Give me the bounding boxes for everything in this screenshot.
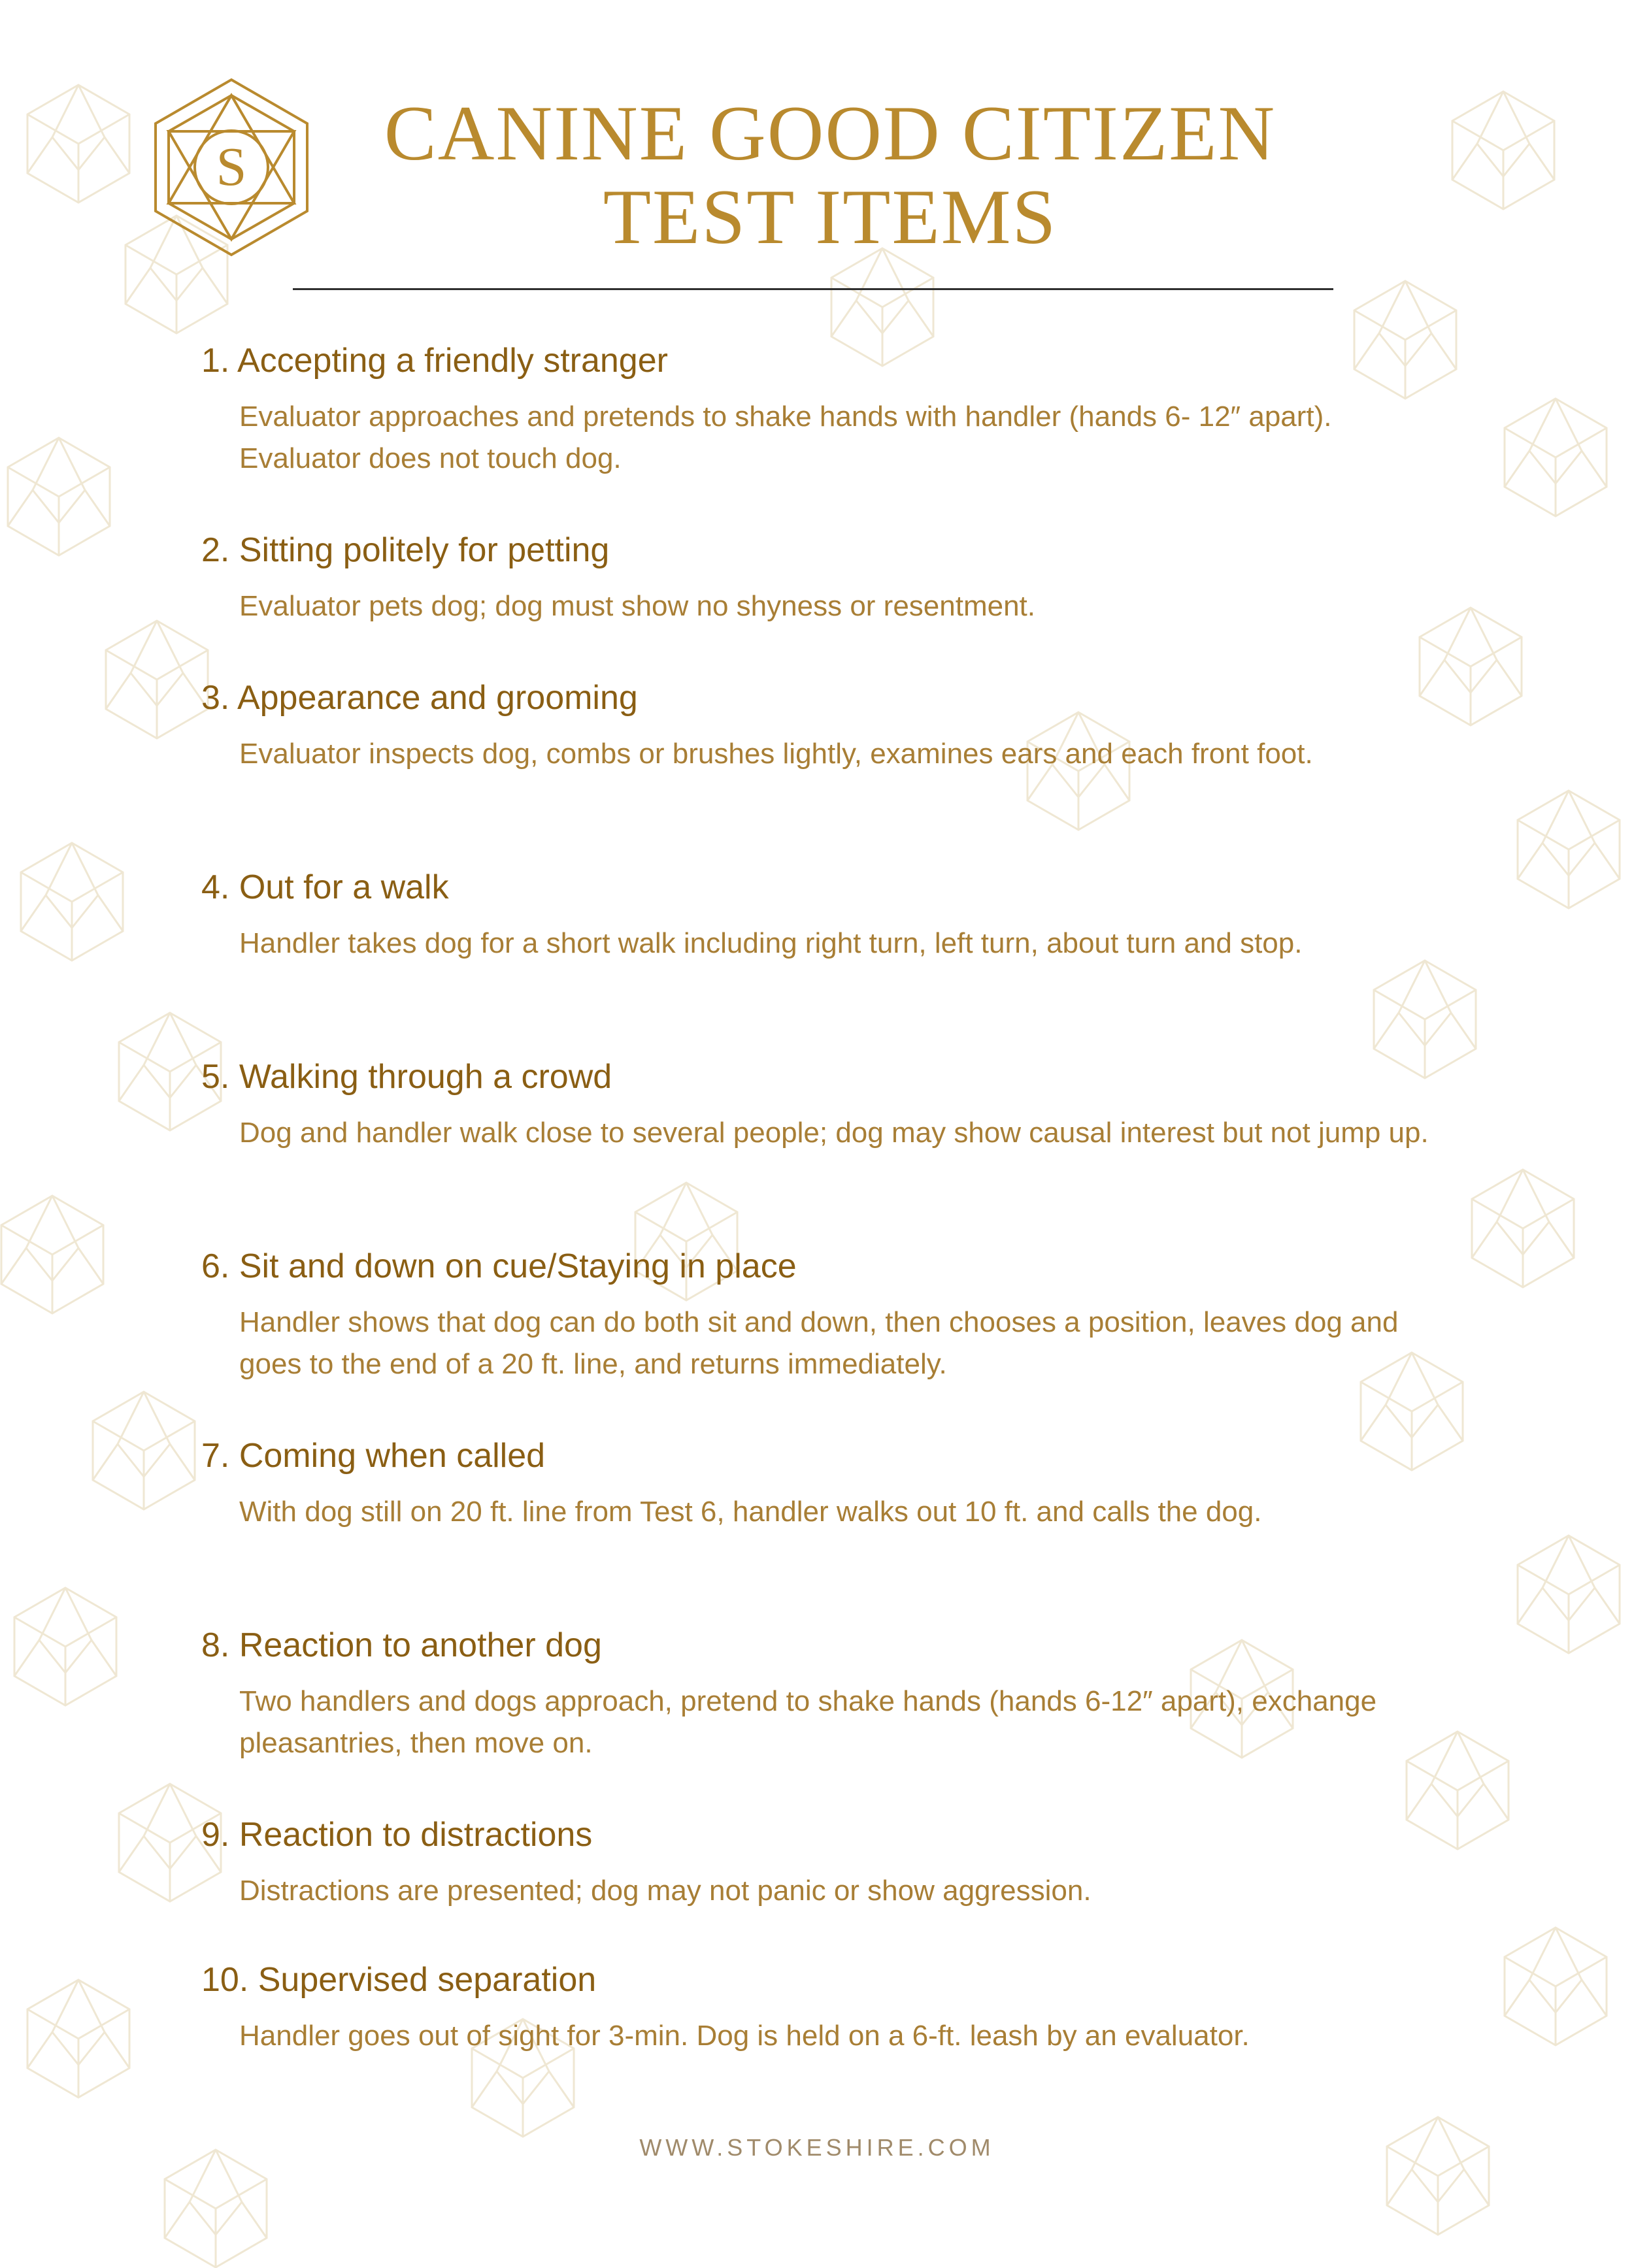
logo [152, 77, 311, 257]
test-item [201, 1624, 1443, 1764]
item-heading: 2. Sitting politely for petting [201, 531, 610, 569]
test-item [201, 1245, 1443, 1385]
item-heading: 8. Reaction to another dog [201, 1626, 602, 1664]
item-description: With dog still on 20 ft. line from Test 6, handler walks out 10 ft. and calls the dog. [239, 1496, 1262, 1528]
item-description: Distractions are presented; dog may not panic or show aggression. [239, 1875, 1092, 1907]
item-heading: 4. Out for a walk [201, 868, 449, 906]
item-description: Evaluator pets dog; dog must show no shyness or resentment. [239, 590, 1035, 622]
item-heading: 1. Accepting a friendly stranger [201, 342, 668, 380]
test-item [201, 1959, 1443, 2057]
test-item [201, 1814, 1443, 1912]
test-item [201, 677, 1443, 775]
logo-letter: S [216, 137, 247, 197]
item-heading: 6. Sit and down on cue/Staying in place [201, 1247, 797, 1285]
page-title [340, 91, 1320, 259]
test-item [201, 529, 1443, 627]
item-description: Dog and handler walk close to several people; dog may show causal interest but not jump up. [239, 1117, 1429, 1149]
item-heading: 5. Walking through a crowd [201, 1058, 612, 1096]
item-description: Handler shows that dog can do both sit and down, then chooses a position, leaves dog and goes to the end of a 20 ft. line, and returns immediately. [239, 1306, 1399, 1380]
test-item [201, 866, 1443, 964]
item-description: Handler goes out of sight for 3-min. Dog is held on a 6-ft. leash by an evaluator. [239, 2020, 1250, 2052]
footer-website: WWW.STOKESHIRE.COM [639, 2134, 995, 2161]
item-description: Two handlers and dogs approach, pretend to shake hands (hands 6-12″ apart), exchange pleasantries, then move on. [239, 1685, 1377, 1759]
item-description: Evaluator inspects dog, combs or brushes lightly, examines ears and each front foot. [239, 738, 1313, 770]
item-heading: 7. Coming when called [201, 1437, 546, 1475]
item-description: Evaluator approaches and pretends to shake hands with handler (hands 6- 12″ apart). Evaluator does not touch dog. [239, 401, 1332, 474]
item-description: Handler takes dog for a short walk including right turn, left turn, about turn and stop. [239, 927, 1303, 959]
title-divider [293, 288, 1333, 290]
test-item [201, 1435, 1443, 1533]
test-item [201, 1056, 1443, 1154]
title-line-1: CANINE GOOD CITIZEN [384, 90, 1276, 176]
item-heading: 3. Appearance and grooming [201, 679, 638, 717]
test-item [201, 340, 1443, 480]
title-line-2: TEST ITEMS [603, 173, 1058, 260]
item-heading: 9. Reaction to distractions [201, 1816, 593, 1854]
item-heading: 10. Supervised separation [201, 1961, 597, 1999]
